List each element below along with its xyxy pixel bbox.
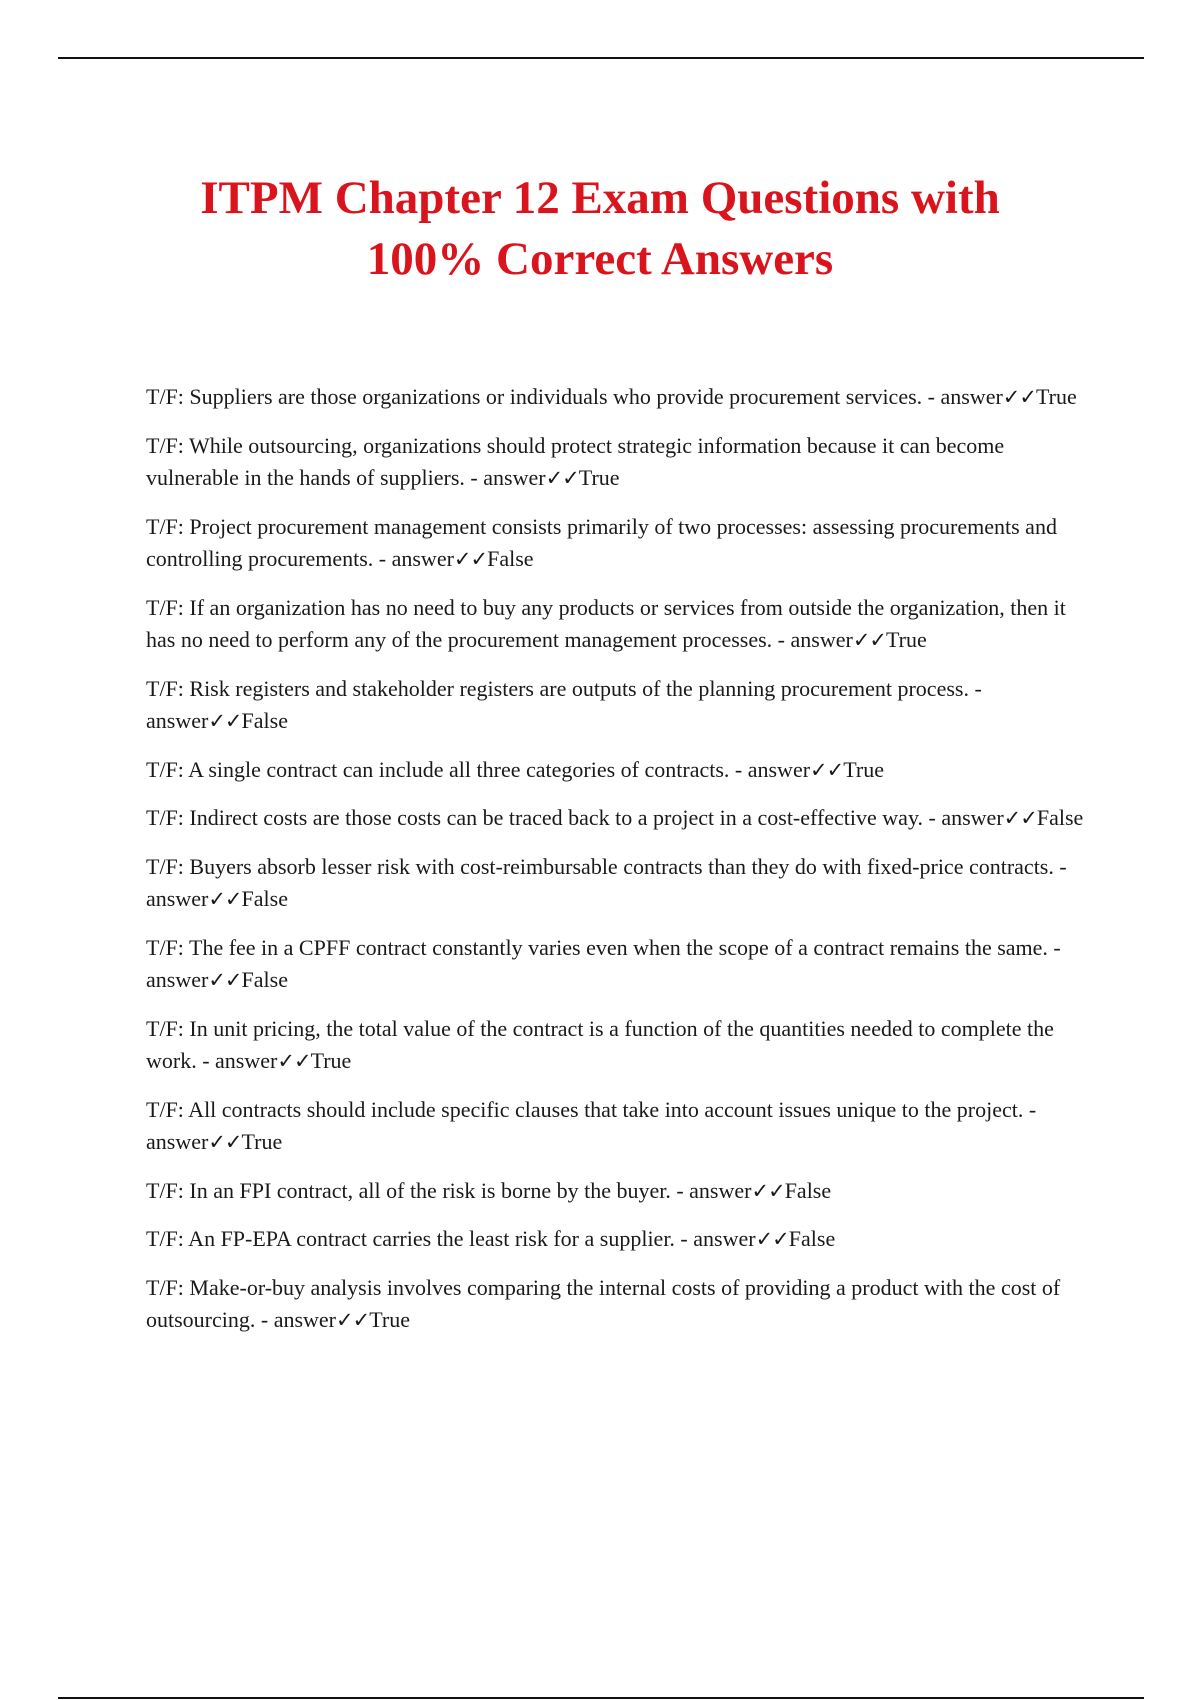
question-text: T/F: The fee in a CPFF contract constantly varies even when the scope of a contract remains the same. - [146, 934, 1061, 960]
question-item [146, 1272, 1086, 1337]
question-item [146, 932, 1086, 997]
answer-value: False [788, 1226, 836, 1251]
answer-value: False [241, 886, 288, 911]
answer-value: False [784, 1177, 832, 1203]
answer-value: True [843, 756, 885, 782]
top-rule [58, 57, 1144, 59]
title-line-2: 100% Correct Answers [366, 233, 834, 285]
question-item [146, 754, 1086, 787]
answer-prefix: answer [689, 1177, 752, 1203]
answer-prefix: answer [940, 384, 1003, 409]
question-item [146, 1175, 1086, 1208]
double-check-icon: ✓✓ [810, 757, 844, 782]
double-check-icon: ✓✓ [751, 1178, 785, 1203]
bottom-rule [58, 1697, 1144, 1699]
question-item [146, 592, 1086, 657]
double-check-icon: ✓✓ [1002, 385, 1036, 409]
double-check-icon: ✓✓ [1003, 806, 1037, 830]
answer-value: False [241, 967, 288, 992]
answer-value: False [1036, 805, 1084, 830]
answer-prefix: answer [483, 465, 546, 490]
question-text: T/F: A single contract can include all three categories of contracts. - [146, 756, 743, 782]
double-check-icon: ✓✓ [208, 968, 242, 992]
double-check-icon: ✓✓ [208, 887, 242, 911]
answer-value: False [241, 708, 288, 733]
question-text: T/F: In an FPI contract, all of the risk is borne by the buyer. - [146, 1177, 684, 1203]
answer-value: True [886, 627, 927, 652]
question-item [146, 802, 1086, 835]
question-text: T/F: If an organization has no need to buy any products or services from outside the organization, then it has no need to perform any of the procurement management processes. - [146, 594, 1066, 652]
question-text: T/F: Make-or-buy analysis involves comparing the internal costs of providing a product with the cost of outsourcing. - [146, 1274, 1061, 1332]
question-text: T/F: Project procurement management consists primarily of two processes: assessing procurements and controlling procurements. - [146, 513, 1057, 571]
question-text: T/F: In unit pricing, the total value of the contract is a function of the quantities needed to complete the work. - [146, 1015, 1054, 1073]
answer-prefix: answer [215, 1048, 278, 1073]
title-line-1: ITPM Chapter 12 Exam Questions with [200, 172, 1000, 224]
answer-value: True [310, 1048, 352, 1073]
question-item [146, 1223, 1086, 1256]
answer-prefix: answer [693, 1226, 756, 1251]
double-check-icon: ✓✓ [755, 1227, 789, 1251]
answer-prefix: answer [146, 886, 209, 911]
question-item [146, 1094, 1086, 1159]
question-text: T/F: Indirect costs are those costs can be traced back to a project in a cost-effective way. - [146, 805, 936, 830]
question-text: T/F: Buyers absorb lesser risk with cost-reimbursable contracts than they do with fixed-price contracts. - [146, 853, 1067, 879]
answer-value: False [487, 546, 534, 571]
question-item [146, 381, 1086, 414]
double-check-icon: ✓✓ [852, 628, 887, 652]
question-list [146, 381, 1086, 1353]
answer-prefix: answer [146, 1129, 209, 1154]
question-item [146, 851, 1086, 916]
question-item [146, 511, 1086, 576]
document-title [120, 168, 1080, 290]
answer-prefix: answer [790, 627, 853, 652]
question-item [146, 1013, 1086, 1078]
double-check-icon: ✓✓ [453, 547, 488, 571]
answer-value: True [578, 465, 620, 490]
question-item [146, 673, 1086, 738]
question-text: T/F: All contracts should include specific clauses that take into account issues unique to the project. - [146, 1096, 1037, 1122]
answer-prefix: answer [273, 1307, 337, 1332]
answer-prefix: answer [747, 756, 811, 782]
double-check-icon: ✓✓ [277, 1049, 311, 1073]
answer-prefix: answer [391, 546, 454, 571]
question-text: T/F: Risk registers and stakeholder registers are outputs of the planning procurement process. - [146, 675, 982, 701]
double-check-icon: ✓✓ [208, 1130, 242, 1154]
double-check-icon: ✓✓ [208, 709, 242, 733]
answer-prefix: answer [146, 708, 209, 733]
question-item [146, 430, 1086, 495]
answer-prefix: answer [146, 967, 209, 992]
answer-value: True [241, 1129, 283, 1154]
double-check-icon: ✓✓ [336, 1308, 370, 1332]
answer-value: True [1036, 384, 1077, 409]
answer-value: True [369, 1307, 410, 1332]
answer-prefix: answer [941, 805, 1004, 830]
double-check-icon: ✓✓ [545, 466, 579, 490]
question-text: T/F: While outsourcing, organizations should protect strategic information because it can become vulnerable in the hands of suppliers. - [146, 432, 1005, 490]
question-text: T/F: An FP-EPA contract carries the least risk for a supplier. - [146, 1226, 688, 1251]
question-text: T/F: Suppliers are those organizations or individuals who provide procurement services. - [146, 384, 935, 409]
